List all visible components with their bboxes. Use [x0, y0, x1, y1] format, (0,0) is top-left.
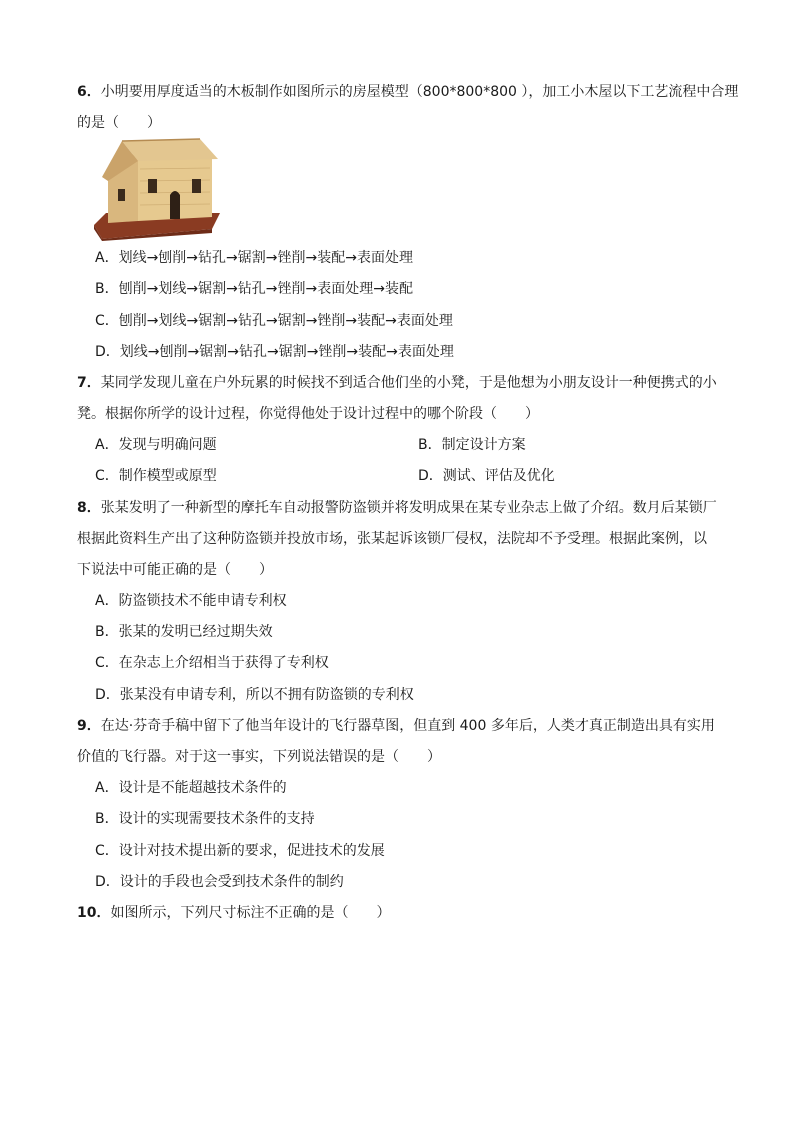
question-8-option-c: C．在杂志上介绍相当于获得了专利权	[95, 655, 329, 671]
question-6-line-2: 的是（ ）	[77, 115, 161, 131]
question-9-line-1	[77, 716, 715, 736]
question-8-line-2: 根据此资料生产出了这种防盗锁并投放市场，张某起诉该锁厂侵权，法院却不予受理。根据此案例，以	[77, 531, 707, 547]
question-stem: 张某发明了一种新型的摩托车自动报警防盗锁并将发明成果在某专业杂志上做了介绍。数月后某锁厂	[100, 500, 717, 516]
question-7-option-d: D．测试、评估及优化	[418, 468, 555, 484]
question-number: 7．	[77, 375, 101, 391]
question-7-line-2: 凳。根据你所学的设计过程，你觉得他处于设计过程中的哪个阶段（ ）	[77, 406, 539, 422]
question-number: 6．	[77, 84, 101, 100]
question-stem: 如图所示，下列尺寸标注不正确的是（ ）	[110, 905, 391, 921]
question-number: 8．	[77, 500, 101, 516]
question-7-option-a: A．发现与明确问题	[95, 437, 217, 453]
question-number: 10．	[77, 905, 111, 921]
question-7-option-b: B．制定设计方案	[418, 437, 526, 453]
question-6-option-b: B．刨削→划线→锯割→钻孔→锉削→表面处理→装配	[95, 281, 413, 297]
question-number: 9．	[77, 718, 101, 734]
house-model-image	[94, 137, 220, 241]
question-6-line-1	[77, 82, 738, 102]
question-8-option-d: D．张某没有申请专利，所以不拥有防盗锁的专利权	[95, 687, 414, 703]
question-9-option-a: A．设计是不能超越技术条件的	[95, 780, 287, 796]
question-stem: 某同学发现儿童在户外玩累的时候找不到适合他们坐的小凳，于是他想为小朋友设计一种便携式的小	[100, 375, 717, 391]
question-stem: 在达·芬奇手稿中留下了他当年设计的飞行器草图，但直到 400 多年后，人类才真正制造出具有实用	[100, 718, 715, 734]
question-10-line-1	[77, 903, 390, 923]
question-7-option-c: C．制作模型或原型	[95, 468, 217, 484]
question-9-option-d: D．设计的手段也会受到技术条件的制约	[95, 874, 344, 890]
question-8-option-a: A．防盗锁技术不能申请专利权	[95, 593, 287, 609]
question-9-option-b: B．设计的实现需要技术条件的支持	[95, 811, 315, 827]
question-stem: 小明要用厚度适当的木板制作如图所示的房屋模型（800*800*800 ），加工小木屋以下工艺流程中合理	[100, 84, 739, 100]
question-7-line-1	[77, 373, 717, 393]
question-6-option-a: A．划线→刨削→钻孔→锯割→锉削→装配→表面处理	[95, 250, 413, 266]
question-6-option-d: D．划线→刨削→锯割→钻孔→锯割→锉削→装配→表面处理	[95, 344, 454, 360]
question-8-option-b: B．张某的发明已经过期失效	[95, 624, 273, 640]
question-9-line-2: 价值的飞行器。对于这一事实，下列说法错误的是（ ）	[77, 749, 441, 765]
question-9-option-c: C．设计对技术提出新的要求，促进技术的发展	[95, 843, 385, 859]
question-6-option-c: C．刨削→划线→锯割→钻孔→锯割→锉削→装配→表面处理	[95, 313, 453, 329]
question-8-line-3: 下说法中可能正确的是（ ）	[77, 562, 273, 578]
question-8-line-1	[77, 498, 717, 518]
